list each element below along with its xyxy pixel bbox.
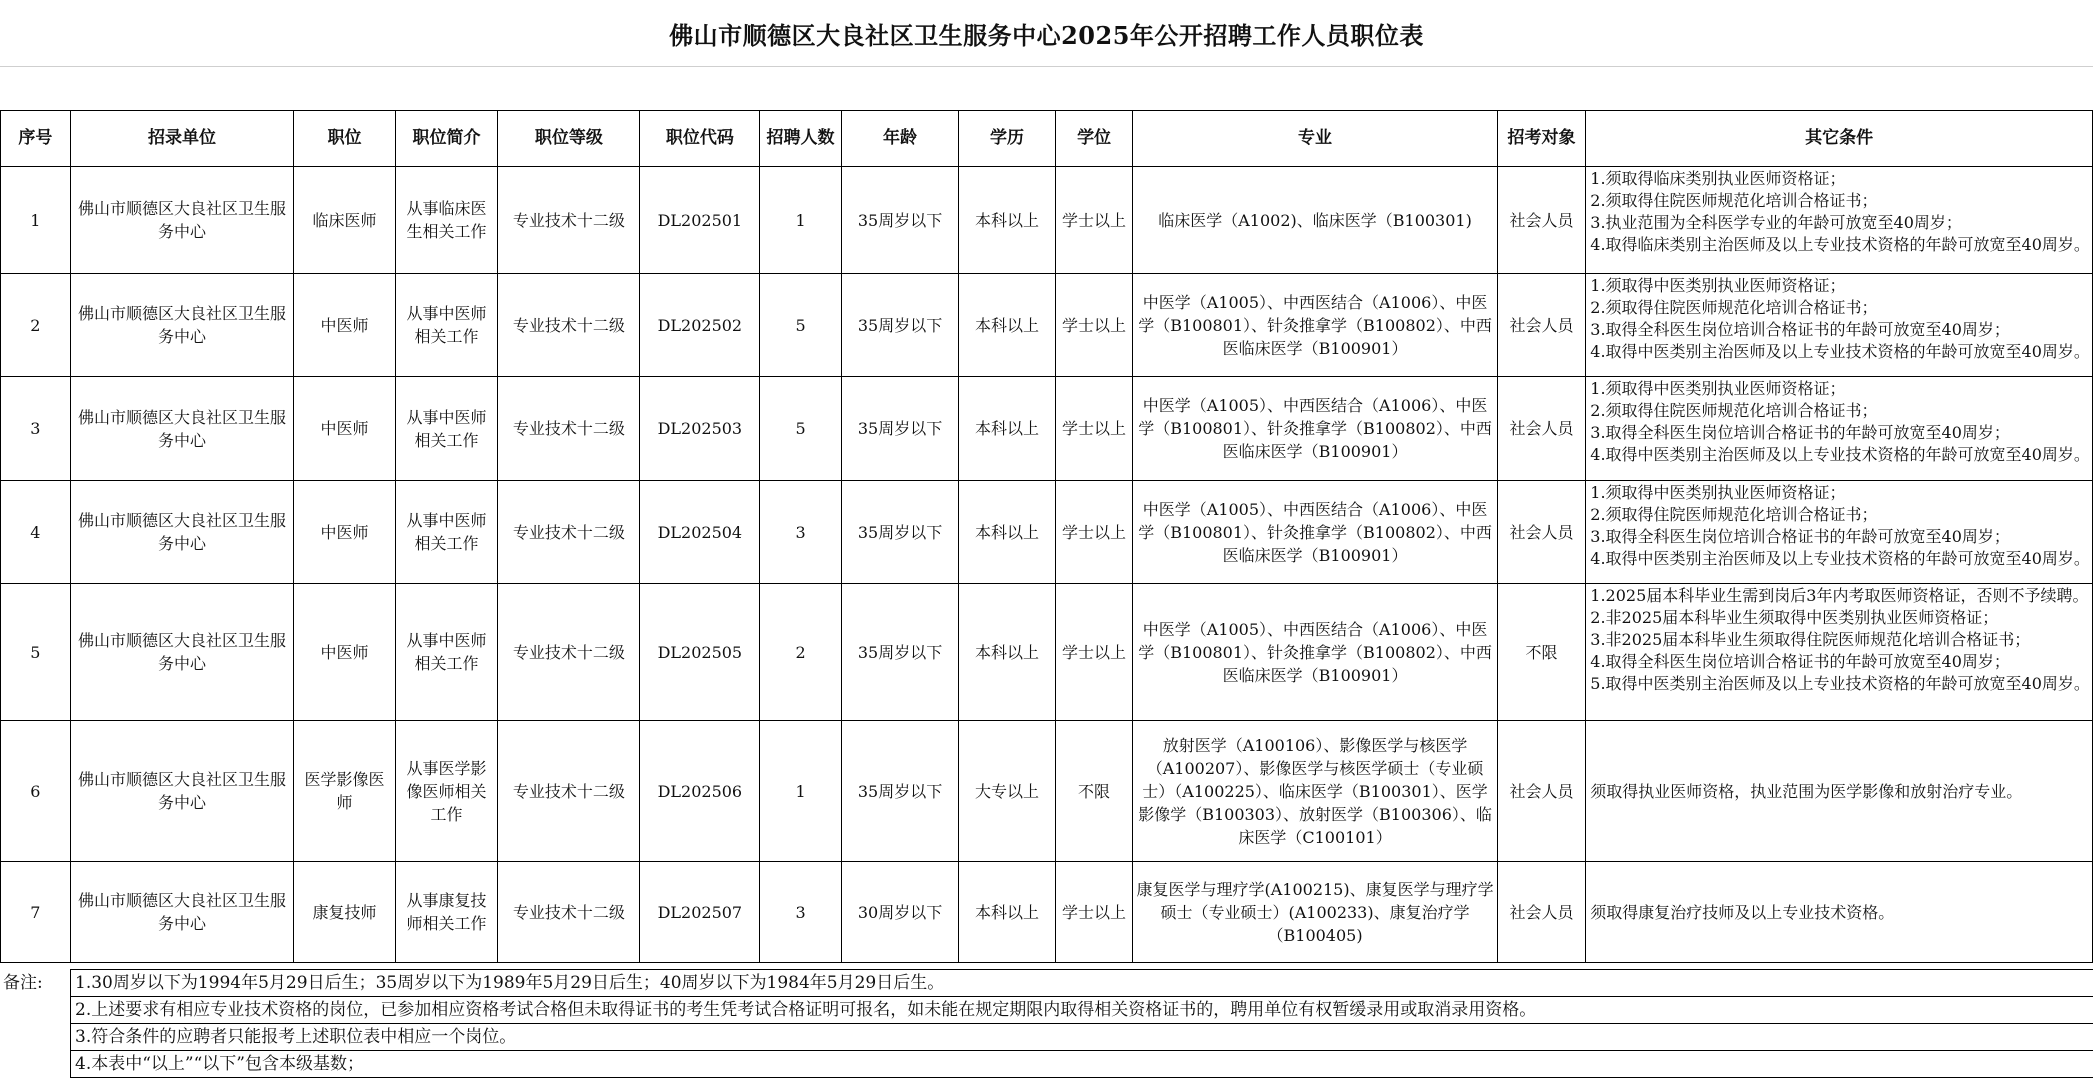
blank-row	[0, 66, 2093, 111]
condition-line: 3.取得全科医生岗位培训合格证书的年龄可放宽至40周岁；	[1590, 423, 2010, 442]
header-conditions: 其它条件	[1586, 111, 2093, 167]
major-list: 康复医学与理疗学(A100215)、康复医学与理疗学硕士（专业硕士）(A100233)、康复治疗学（B100405)	[1133, 862, 1497, 963]
target-group: 社会人员	[1497, 167, 1586, 274]
header-degree: 学位	[1055, 111, 1133, 167]
condition-line: 须取得康复治疗技师及以上专业技术资格。	[1590, 902, 1895, 922]
age-limit: 35周岁以下	[841, 274, 958, 377]
header-row	[1, 111, 2093, 167]
position-code: DL202507	[640, 862, 760, 963]
header-unit: 招录单位	[70, 111, 294, 167]
header-count: 招聘人数	[760, 111, 842, 167]
notes-label-spacer	[0, 1051, 70, 1078]
age-limit: 35周岁以下	[841, 481, 958, 584]
condition-line: 3.取得全科医生岗位培训合格证书的年龄可放宽至40周岁；	[1590, 320, 2010, 339]
position-level: 专业技术十二级	[498, 862, 640, 963]
target-group: 社会人员	[1497, 721, 1586, 862]
table-row	[1, 377, 2093, 481]
hiring-count: 3	[760, 862, 842, 963]
table-row	[1, 167, 2093, 274]
other-conditions	[1586, 481, 2093, 584]
row-number: 5	[1, 584, 71, 721]
position-code: DL202505	[640, 584, 760, 721]
row-number: 7	[1, 862, 71, 963]
position-intro: 从事医学影像医师相关工作	[395, 721, 497, 862]
position-name: 医学影像医师	[294, 721, 395, 862]
table-row	[1, 584, 2093, 721]
major-list: 中医学（A1005）、中西医结合（A1006）、中医学（B100801）、针灸推拿学（B100802）、中西医临床医学（B100901）	[1133, 584, 1497, 721]
header-major: 专业	[1133, 111, 1497, 167]
education: 本科以上	[959, 584, 1056, 721]
notes-label: 备注:	[3, 973, 43, 993]
education: 本科以上	[959, 274, 1056, 377]
notes-label-spacer	[0, 997, 70, 1024]
education: 本科以上	[959, 377, 1056, 481]
note-text: 3.符合条件的应聘者只能报考上述职位表中相应一个岗位。	[70, 1023, 2093, 1051]
degree: 学士以上	[1055, 584, 1133, 721]
condition-line: 2.须取得住院医师规范化培训合格证书；	[1590, 505, 1878, 524]
note-text: 1.30周岁以下为1994年5月29日后生；35周岁以下为1989年5月29日后生；40周岁以下为1984年5月29日后生。	[70, 969, 2093, 997]
position-intro: 从事中医师相关工作	[395, 274, 497, 377]
header-intro: 职位简介	[395, 111, 497, 167]
header-position: 职位	[294, 111, 395, 167]
position-name: 临床医师	[294, 167, 395, 274]
header-edu: 学历	[959, 111, 1056, 167]
hiring-count: 1	[760, 721, 842, 862]
notes-label-spacer	[0, 1024, 70, 1051]
education: 本科以上	[959, 167, 1056, 274]
row-number: 1	[1, 167, 71, 274]
table-row	[1, 862, 2093, 963]
note-text: 2.上述要求有相应专业技术资格的岗位，已参加相应资格考试合格但未取得证书的考生凭考试合格证明可报名，如未能在规定期限内取得相关资格证书的，聘用单位有权暂缓录用或取消录用资格。	[70, 996, 2093, 1024]
title-row	[0, 0, 2093, 67]
position-name: 中医师	[294, 481, 395, 584]
age-limit: 35周岁以下	[841, 721, 958, 862]
hiring-count: 2	[760, 584, 842, 721]
unit-name: 佛山市顺德区大良社区卫生服务中心	[70, 167, 294, 274]
note-row	[0, 1024, 2093, 1051]
other-conditions	[1586, 274, 2093, 377]
condition-line: 4.取得中医类别主治医师及以上专业技术资格的年龄可放宽至40周岁。	[1590, 445, 2090, 464]
table-row	[1, 721, 2093, 862]
condition-line: 1.须取得中医类别执业医师资格证；	[1590, 276, 1846, 295]
position-intro: 从事中医师相关工作	[395, 377, 497, 481]
page-title: 佛山市顺德区大良社区卫生服务中心2025年公开招聘工作人员职位表	[669, 20, 1424, 50]
condition-line: 3.执业范围为全科医学专业的年龄可放宽至40周岁；	[1590, 213, 1962, 232]
notes-section	[0, 970, 2093, 1078]
condition-line: 1.须取得中医类别执业医师资格证；	[1590, 379, 1846, 398]
age-limit: 35周岁以下	[841, 584, 958, 721]
major-list: 中医学（A1005）、中西医结合（A1006）、中医学（B100801）、针灸推拿学（B100802）、中西医临床医学（B100901）	[1133, 481, 1497, 584]
age-limit: 35周岁以下	[841, 377, 958, 481]
header-target: 招考对象	[1497, 111, 1586, 167]
hiring-count: 1	[760, 167, 842, 274]
unit-name: 佛山市顺德区大良社区卫生服务中心	[70, 481, 294, 584]
other-conditions	[1586, 167, 2093, 274]
unit-name: 佛山市顺德区大良社区卫生服务中心	[70, 862, 294, 963]
condition-line: 3.取得全科医生岗位培训合格证书的年龄可放宽至40周岁；	[1590, 527, 2010, 546]
unit-name: 佛山市顺德区大良社区卫生服务中心	[70, 584, 294, 721]
header-level: 职位等级	[498, 111, 640, 167]
condition-line: 2.须取得住院医师规范化培训合格证书；	[1590, 191, 1878, 210]
education: 本科以上	[959, 862, 1056, 963]
degree: 学士以上	[1055, 377, 1133, 481]
position-level: 专业技术十二级	[498, 377, 640, 481]
condition-line: 5.取得中医类别主治医师及以上专业技术资格的年龄可放宽至40周岁。	[1590, 674, 2090, 693]
target-group: 不限	[1497, 584, 1586, 721]
age-limit: 35周岁以下	[841, 167, 958, 274]
position-level: 专业技术十二级	[498, 481, 640, 584]
row-number: 2	[1, 274, 71, 377]
age-limit: 30周岁以下	[841, 862, 958, 963]
unit-name: 佛山市顺德区大良社区卫生服务中心	[70, 274, 294, 377]
positions-table	[0, 110, 2093, 963]
condition-line: 4.取得中医类别主治医师及以上专业技术资格的年龄可放宽至40周岁。	[1590, 549, 2090, 568]
degree: 学士以上	[1055, 862, 1133, 963]
major-list: 放射医学（A100106）、影像医学与核医学（A100207）、影像医学与核医学硕士（专业硕士）（A100225）、临床医学（B100301）、医学影像学（B100303）、放射医学（B100306）、临床医学（C100101）	[1133, 721, 1497, 862]
target-group: 社会人员	[1497, 377, 1586, 481]
target-group: 社会人员	[1497, 862, 1586, 963]
position-code: DL202506	[640, 721, 760, 862]
position-intro: 从事临床医生相关工作	[395, 167, 497, 274]
condition-line: 1.须取得中医类别执业医师资格证；	[1590, 483, 1846, 502]
row-number: 4	[1, 481, 71, 584]
position-intro: 从事康复技师相关工作	[395, 862, 497, 963]
note-row	[0, 997, 2093, 1024]
position-name: 中医师	[294, 584, 395, 721]
note-row	[0, 1051, 2093, 1078]
position-intro: 从事中医师相关工作	[395, 481, 497, 584]
major-list: 临床医学（A1002)、临床医学（B100301)	[1133, 167, 1497, 274]
other-conditions	[1586, 584, 2093, 721]
other-conditions	[1586, 862, 2093, 963]
other-conditions	[1586, 721, 2093, 862]
position-name: 康复技师	[294, 862, 395, 963]
education: 大专以上	[959, 721, 1056, 862]
target-group: 社会人员	[1497, 481, 1586, 584]
condition-line: 2.非2025届本科毕业生须取得中医类别执业医师资格证；	[1590, 608, 1999, 627]
condition-line: 4.取得临床类别主治医师及以上专业技术资格的年龄可放宽至40周岁。	[1590, 235, 2090, 254]
table-row	[1, 481, 2093, 584]
header-age: 年龄	[841, 111, 958, 167]
table-row	[1, 274, 2093, 377]
unit-name: 佛山市顺德区大良社区卫生服务中心	[70, 377, 294, 481]
position-code: DL202502	[640, 274, 760, 377]
condition-line: 3.非2025届本科毕业生须取得住院医师规范化培训合格证书；	[1590, 630, 2031, 649]
position-level: 专业技术十二级	[498, 274, 640, 377]
position-level: 专业技术十二级	[498, 167, 640, 274]
hiring-count: 5	[760, 377, 842, 481]
condition-line: 1.2025届本科毕业生需到岗后3年内考取医师资格证，否则不予续聘。	[1590, 586, 2089, 605]
condition-line: 2.须取得住院医师规范化培训合格证书；	[1590, 401, 1878, 420]
hiring-count: 3	[760, 481, 842, 584]
other-conditions	[1586, 377, 2093, 481]
header-no: 序号	[1, 111, 71, 167]
unit-name: 佛山市顺德区大良社区卫生服务中心	[70, 721, 294, 862]
position-code: DL202501	[640, 167, 760, 274]
education: 本科以上	[959, 481, 1056, 584]
position-level: 专业技术十二级	[498, 721, 640, 862]
note-text: 4.本表中“以上”“以下”包含本级基数；	[70, 1050, 2093, 1078]
condition-line: 1.须取得临床类别执业医师资格证；	[1590, 169, 1846, 188]
condition-line: 须取得执业医师资格，执业范围为医学影像和放射治疗专业。	[1590, 781, 2023, 801]
condition-line: 2.须取得住院医师规范化培训合格证书；	[1590, 298, 1878, 317]
hiring-count: 5	[760, 274, 842, 377]
position-code: DL202504	[640, 481, 760, 584]
position-intro: 从事中医师相关工作	[395, 584, 497, 721]
row-number: 6	[1, 721, 71, 862]
degree: 学士以上	[1055, 274, 1133, 377]
degree: 学士以上	[1055, 481, 1133, 584]
condition-line: 4.取得中医类别主治医师及以上专业技术资格的年龄可放宽至40周岁。	[1590, 342, 2090, 361]
position-name: 中医师	[294, 274, 395, 377]
position-code: DL202503	[640, 377, 760, 481]
major-list: 中医学（A1005）、中西医结合（A1006）、中医学（B100801）、针灸推拿学（B100802）、中西医临床医学（B100901）	[1133, 274, 1497, 377]
condition-line: 4.取得全科医生岗位培训合格证书的年龄可放宽至40周岁；	[1590, 652, 2010, 671]
row-number: 3	[1, 377, 71, 481]
header-code: 职位代码	[640, 111, 760, 167]
degree: 不限	[1055, 721, 1133, 862]
note-row	[0, 970, 2093, 997]
position-level: 专业技术十二级	[498, 584, 640, 721]
target-group: 社会人员	[1497, 274, 1586, 377]
position-name: 中医师	[294, 377, 395, 481]
degree: 学士以上	[1055, 167, 1133, 274]
major-list: 中医学（A1005）、中西医结合（A1006）、中医学（B100801）、针灸推拿学（B100802）、中西医临床医学（B100901）	[1133, 377, 1497, 481]
